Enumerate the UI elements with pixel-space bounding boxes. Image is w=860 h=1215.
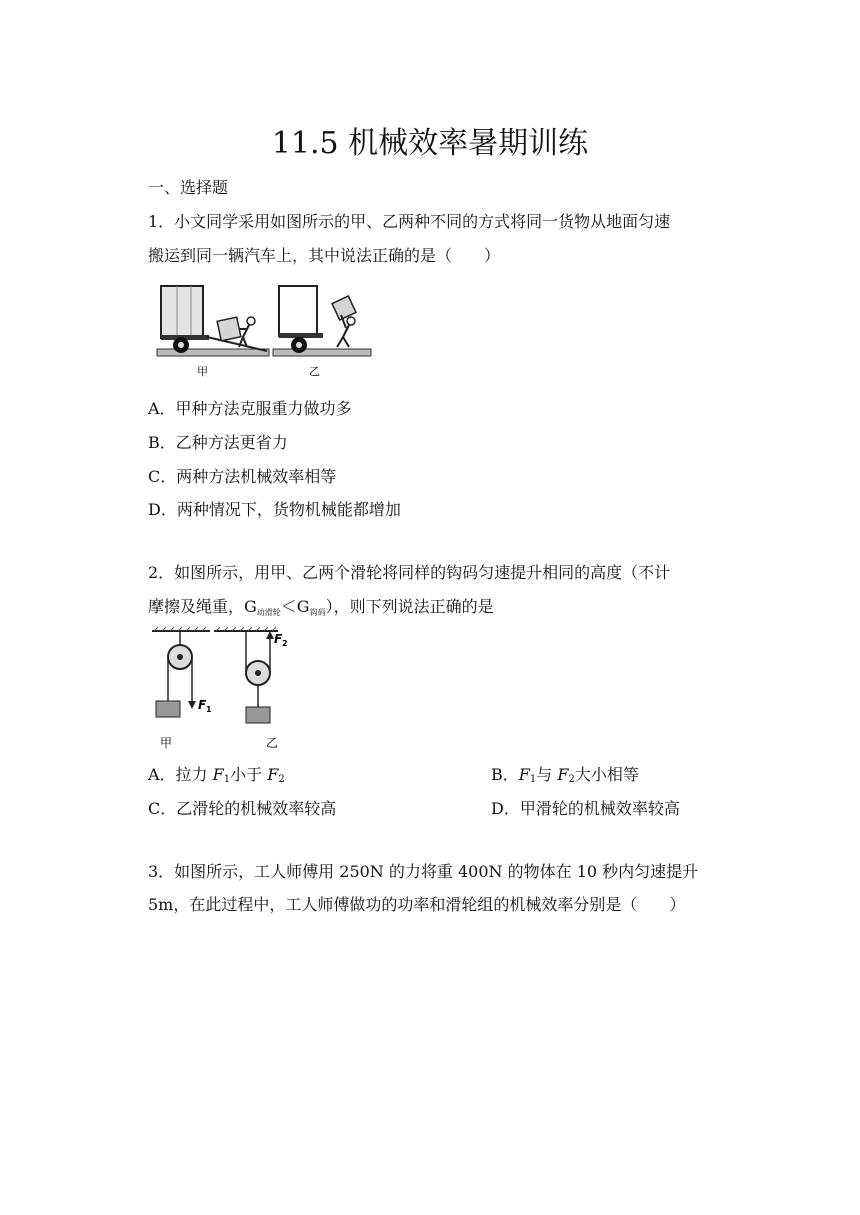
q2-fig-label-jia: 甲 [160,736,173,750]
q3-text-line2: 5m，在此过程中，工人师傅做功的功率和滑轮组的机械效率分别是（ ） [148,895,686,914]
q2-option-c: C．乙滑轮的机械效率较高 [148,799,337,818]
q2-text-line1: 2．如图所示，用甲、乙两个滑轮将同样的钩码匀速提升相同的高度（不计 [148,563,671,582]
q1-fig-label-jia: 甲 [197,365,208,378]
q2-fig-label-yi: 乙 [266,736,279,750]
q2-force-label-f2: F [274,632,283,646]
q2-option-b: B．$F_1$与 $F_2$大小相等 [491,765,639,785]
q1-figure [155,283,373,380]
q1-option-a: A．甲种方法克服重力做功多 [148,399,352,418]
q2-figure [150,625,300,753]
q1-text-line1: 1．小文同学采用如图所示的甲、乙两种不同的方式将同一货物从地面匀速 [148,212,671,231]
q1-option-d: D．两种情况下，货物机械能都增加 [148,500,401,519]
q2-force-label-f: F [198,698,207,712]
q1-text-line2: 搬运到同一辆汽车上，其中说法正确的是（ ） [148,246,501,265]
q1-option-c: C．两种方法机械效率相等 [148,467,337,486]
q2-text-line2: 摩擦及绳重，G动滑轮＜G钩码），则下列说法正确的是 [148,597,494,617]
q2-force-label-1: 1 [206,705,212,714]
q3-text-line1: 3．如图所示，工人师傅用 250N 的力将重 400N 的物体在 10 秒内匀速提升 [148,862,699,881]
q2-option-a: A．拉力 $F_1$小于 $F_2$ [148,765,285,785]
q1-option-b: B．乙种方法更省力 [148,433,288,452]
page-title: 11.5 机械效率暑期训练 [271,126,589,161]
q2-force-label-2: 2 [282,639,288,648]
section-heading: 一、选择题 [148,178,229,197]
q1-fig-label-yi: 乙 [309,365,320,378]
q2-option-d: D．甲滑轮的机械效率较高 [491,799,680,818]
